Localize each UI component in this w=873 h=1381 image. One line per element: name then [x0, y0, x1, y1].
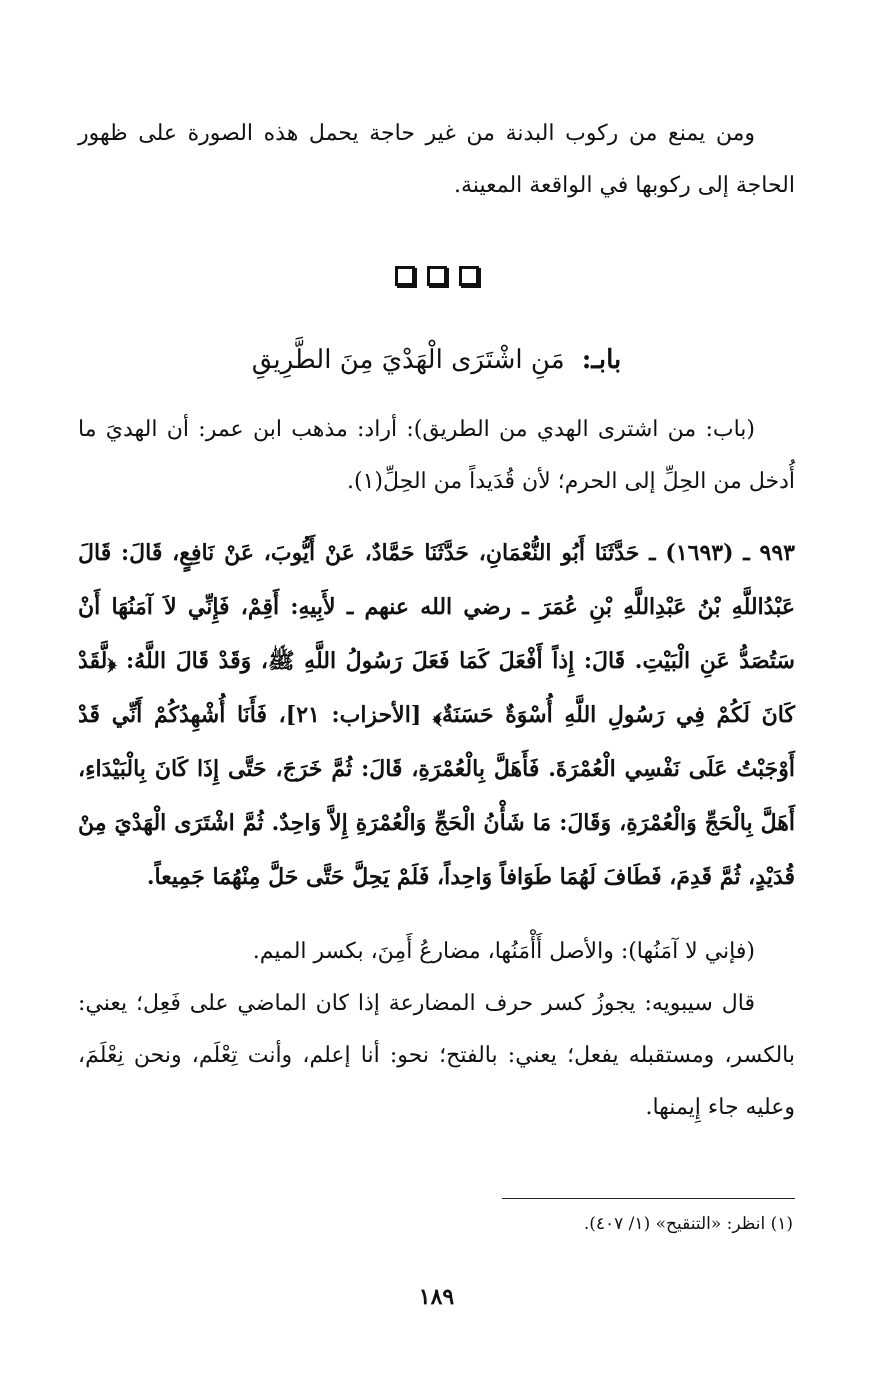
commentary-paragraph: (فإني لا آمَنُها): والأصل أَأْمَنُها، مضارعُ أَمِنَ، بكسر الميم. [252, 939, 755, 964]
section-separator [78, 266, 795, 292]
square-ornament-icon [459, 266, 479, 286]
page-number: ١٨٩ [418, 1284, 455, 1310]
hadith-text: ٩٩٣ ـ (١٦٩٣) ـ حَدَّثَنَا أَبُو النُّعْمَانِ، حَدَّثَنَا حَمَّادٌ، عَنْ أَيُّوبَ، عَنْ نَافِعٍ، قَالَ: قَالَ عَبْدُاللَّهِ بْنُ عَبْدِاللَّهِ بْنِ عُمَرَ ـ رضي الله عنهم ـ لأَبِيهِ: أَقِمْ، فَإِنِّي لاَ آمَنُهَا أَنْ سَتُصَدُّ عَنِ الْبَيْتِ. قَالَ: إِذاً أَفْعَلَ كَمَا فَعَلَ رَسُولُ اللَّهِ ﷺ، وَقَدْ قَالَ اللَّهُ: ﴿لَّقَدْ كَانَ لَكُمْ فِي رَسُولِ اللَّهِ أُسْوَةٌ حَسَنَةٌ﴾ [الأحزاب: ٢١]، فَأَنَا أُشْهِدُكُمْ أَنِّي قَدْ أَوْجَبْتُ عَلَى نَفْسِي الْعُمْرَةَ. فَأَهَلَّ بِالْعُمْرَةِ، قَالَ: ثُمَّ خَرَجَ، حَتَّى إِذَا كَانَ بِالْبَيْدَاءِ، أَهَلَّ بِالْحَجِّ وَالْعُمْرَةِ، وَقَالَ: مَا شَأْنُ الْحَجِّ وَالْعُمْرَةِ إِلاَّ وَاحِدٌ. ثُمَّ اشْتَرَى الْهَدْيَ مِنْ قُدَيْدٍ، ثُمَّ قَدِمَ، فَطَافَ لَهُمَا طَوَافاً وَاحِداً، فَلَمْ يَحِلَّ حَتَّى حَلَّ مِنْهُمَا جَمِيعاً. [78, 540, 795, 890]
commentary-paragraph: (باب: من اشترى الهدي من الطريق): أراد: مذهب ابن عمر: أن الهديَ ما أُدخل من الحِلِّ إلى الحرم؛ لأن قُدَيداً من الحِلِّ(١). [78, 417, 795, 494]
chapter-title: مَنِ اشْتَرَى الْهَدْيَ مِنَ الطَّرِيقِ [251, 345, 565, 375]
intro-paragraph: ومن يمنع من ركوب البدنة من غير حاجة يحمل هذه الصورة على ظهور الحاجة إلى ركوبها في الواقعة المعينة. [78, 121, 795, 198]
chapter-heading [78, 330, 795, 390]
square-ornament-icon [427, 266, 447, 286]
footnote: (١) انظر: «التنقيح» (١/ ٤٠٧). [583, 1214, 793, 1234]
square-ornament-icon [395, 266, 415, 286]
commentary-paragraph: قال سيبويه: يجوزُ كسر حرف المضارعة إذا كان الماضي على فَعِل؛ يعني: بالكسر، ومستقبله يفعل؛ يعني: بالفتح؛ نحو: أنا إعلم، وأنت تِعْلَم، ونحن نِعْلَمَ، وعليه جاء إِيمنها. [78, 991, 795, 1120]
chapter-prefix: بابـ: [581, 345, 622, 375]
footnote-divider [502, 1198, 795, 1199]
page-body [78, 108, 795, 1134]
